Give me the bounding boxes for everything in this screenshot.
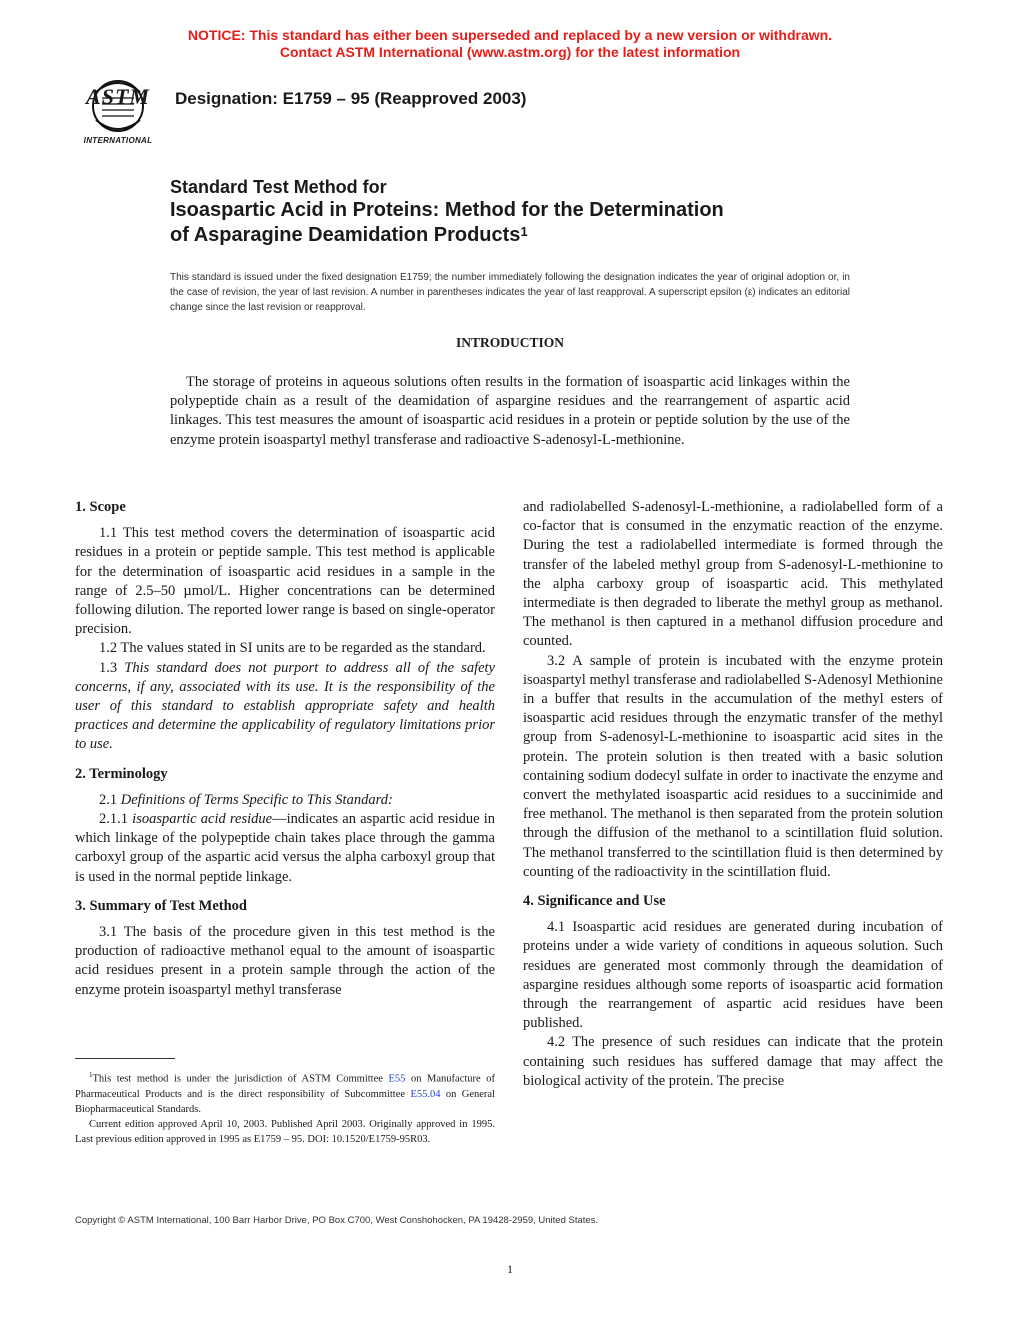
paragraph-2-1-1-number: 2.1.1 bbox=[99, 811, 128, 828]
title-line-2: Isoaspartic Acid in Proteins: Method for the Determination bbox=[170, 199, 724, 221]
footnote-mark: 1 bbox=[89, 1071, 93, 1079]
notice-line-1: NOTICE: This standard has either been superseded and replaced by a new version or withdrawn. bbox=[187, 27, 833, 43]
link-e55[interactable]: E55 bbox=[388, 1073, 406, 1085]
footnote-divider bbox=[75, 1058, 175, 1059]
paragraph-3-1-continued: and radiolabelled S-adenosyl-L-methionine, a radiolabelled form of a co-factor that is consumed in the enzymatic reaction of the enzyme. During the test a radiolabelled intermediate is formed through the transfer of the labeled methyl group from S-adenosyl-L-methionine to the alpha carboxy group of isoaspartic acid. This methylated intermediate is then degraded to liberate the methyl group as methanol. The methanol is then captured in a methanol diffusion procedure and counted. bbox=[523, 499, 943, 650]
title-footnote-mark[interactable]: 1 bbox=[520, 224, 528, 239]
paragraph-1-3-number: 1.3 bbox=[99, 659, 118, 676]
paragraph-2-1-text: Definitions of Terms Specific to This Standard: bbox=[120, 791, 393, 808]
logo-subtitle: INTERNATIONAL bbox=[83, 136, 153, 145]
introduction-text: The storage of proteins in aqueous solutions often results in the formation of isoaspartic acid linkages within the polypeptide chain as a result of the deamidation of aspargine residues and the rearrangement of aspartic acid linkages. This test measures the amount of isoaspartic acid residues in a protein or peptide solution by the use of the enzyme protein isoaspartyl methyl transferase and radioactive S-adenosyl-L-methionine. bbox=[170, 374, 850, 448]
copyright: Copyright © ASTM International, 100 Barr Harbor Drive, PO Box C700, West Conshohocken, PA 19428-2959, United States. bbox=[75, 1215, 599, 1226]
paragraph-2-1 bbox=[75, 791, 495, 810]
paragraph-1-3-text: This standard does not purport to address all of the safety concerns, if any, associated with its use. It is the responsibility of the user of this standard to establish appropriate safety and health practices and determine the applicability of regulatory limitations prior to use. bbox=[75, 659, 495, 753]
paragraph-4-2: 4.2 The presence of such residues can indicate that the protein containing such residues has suffered damage that may affect the biological activity of the protein. The precise bbox=[523, 1034, 943, 1089]
notice-banner bbox=[0, 27, 1020, 61]
paragraph-4-1: 4.1 Isoaspartic acid residues are generated during incubation of proteins under a wide variety of conditions in aqueous solution. Such residues are generated most commonly through the deamidation of aspargine residues although some reports of isoaspartic acid formation through the rearrangement of aspartic acid residues have been published. bbox=[523, 919, 943, 1032]
paragraph-2-1-1-text: —indicates an aspartic acid residue in which linkage of the polypeptide chain takes place through the gamma carboxyl group of the aspartic acid versus the alpha carboxyl group that is used in the normal peptide linkage. bbox=[75, 811, 496, 885]
issued-note: This standard is issued under the fixed designation E1759; the number immediately following the designation indicates the year of original adoption or, in the case of revision, the year of last revision. A number in parentheses indicates the year of last reapproval. A superscript epsilon (ε) indicates an editorial change since the last revision or reapproval. bbox=[170, 272, 850, 313]
paragraph-2-1-1 bbox=[75, 810, 495, 887]
section-heading-significance: 4. Significance and Use bbox=[523, 893, 666, 910]
paragraph-1-1: 1.1 This test method covers the determination of isoaspartic acid residues in a protein or peptide sample. This test method is applicable for the determination of isoaspartic acid residues in a sample in the range of 2.5–50 µmol/L. Higher concentrations can be determined following dilution. The reported lower range is based on single-operator precision. bbox=[75, 525, 495, 638]
term-isoaspartic-acid-residue: isoaspartic acid residue bbox=[132, 811, 273, 828]
section-heading-scope: 1. Scope bbox=[75, 499, 126, 515]
footnotes bbox=[75, 1068, 495, 1147]
page-number: 1 bbox=[507, 1262, 513, 1276]
designation: Designation: E1759 – 95 (Reapproved 2003) bbox=[175, 89, 527, 108]
paragraph-1-2: 1.2 The values stated in SI units are to be regarded as the standard. bbox=[99, 640, 486, 657]
link-e55-04[interactable]: E55.04 bbox=[410, 1088, 441, 1100]
paragraph-3-2: 3.2 A sample of protein is incubated with the enzyme protein isoaspartyl methyl transferase and radiolabelled S-Adenosyl Methionine in a buffer that results in the accumulation of the methyl esters of isoaspartic acid residues through the enzymatic transfer of the methyl group from S-adenosyl-L-methionine to isoaspartic acid sites in the protein. The protein solution is then treated with a basic solution containing sodium dodecyl sulfate in order to inactivate the enzyme and convert the methylated isoaspartic acid residues to a succinimide and free methanol. The methanol is then separated from the protein solution through the diffusion of the methanol to a scintillation fluid solution. The methanol transferred to the scintillation fluid is then determined by counting of the radioactivity in the scintillation fluid. bbox=[523, 652, 943, 880]
section-heading-terminology: 2. Terminology bbox=[75, 765, 168, 782]
paragraph-1-3 bbox=[75, 659, 495, 755]
notice-line-2: Contact ASTM International (www.astm.org) for the latest information bbox=[279, 44, 741, 60]
paragraph-2-1-number: 2.1 bbox=[99, 791, 118, 808]
footnote-2: Current edition approved April 10, 2003. Published April 2003. Originally approved in 1995. Last previous edition approved in 1995 as E1759 – 95. DOI: 10.1520/E1759-95R03. bbox=[75, 1118, 495, 1145]
footnote-1-text-c: on General Biopharmaceutical Standards. bbox=[75, 1088, 495, 1115]
introduction-heading: INTRODUCTION bbox=[455, 335, 564, 350]
footnote-1 bbox=[75, 1068, 495, 1117]
section-heading-summary: 3. Summary of Test Method bbox=[75, 897, 247, 914]
title-line-3: of Asparagine Deamidation Products bbox=[170, 224, 521, 246]
logo-brand: ASTM bbox=[86, 84, 150, 109]
footnote-1-text-a: This test method is under the jurisdiction of ASTM Committee bbox=[92, 1073, 389, 1085]
footnote-1-text-b: on Manufacture of Pharmaceutical Products and is the direct responsibility of Subcommittee bbox=[75, 1073, 495, 1100]
left-column bbox=[75, 498, 495, 1000]
right-column bbox=[523, 498, 943, 1091]
paragraph-3-1: 3.1 The basis of the procedure given in this test method is the production of radioactive methanol equal to the amount of isoaspartic acid residues present in a protein sample through the action of the enzyme protein isoaspartyl methyl transferase bbox=[75, 924, 495, 998]
astm-logo-icon bbox=[72, 78, 164, 150]
document-title bbox=[170, 176, 890, 248]
title-line-1: Standard Test Method for bbox=[170, 177, 387, 197]
